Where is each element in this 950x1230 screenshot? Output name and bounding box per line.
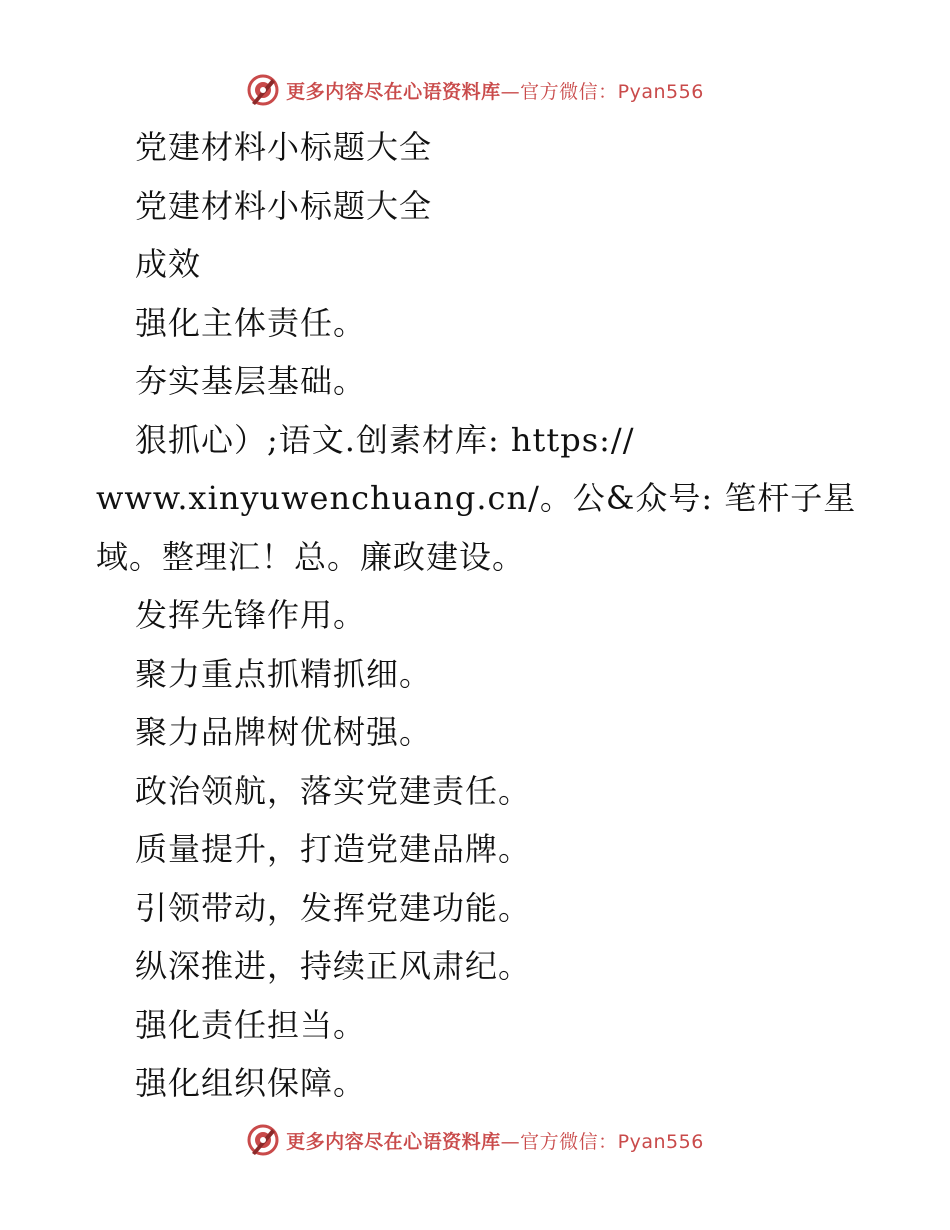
pen-logo-icon <box>246 73 280 107</box>
text-line: 强化主体责任。 <box>135 303 367 342</box>
text-line: 发挥先锋作用。 <box>135 596 367 634</box>
text-line: 域。整理汇！总。廉政建设。 <box>96 537 526 576</box>
text-line: www.xinyuwenchuang.cn/。公&众号: 笔杆子星 <box>96 479 857 517</box>
text-line: 政治领航，落实党建责任。 <box>135 771 532 810</box>
footer-wechat-text: —官方微信：Pyan556 <box>500 1130 704 1153</box>
text-line: 纵深推进，持续正风肃纪。 <box>135 947 532 985</box>
text-line: 成效 <box>135 245 202 283</box>
text-line: 党建材料小标题大全 <box>135 186 433 225</box>
text-line: 强化组织保障。 <box>135 1064 367 1102</box>
footer-site-text: 更多内容尽在心语资料库 <box>286 1130 501 1153</box>
text-line: 引领带动，发挥党建功能。 <box>135 888 532 927</box>
document-body <box>96 118 856 1113</box>
header-site-text: 更多内容尽在心语资料库 <box>286 80 501 103</box>
text-line: 强化责任担当。 <box>135 1005 367 1044</box>
pen-logo-icon <box>246 1123 280 1157</box>
header-wechat-text: —官方微信：Pyan556 <box>500 80 704 103</box>
footer-banner <box>0 1120 950 1160</box>
text-line: 聚力重点抓精抓细。 <box>135 654 433 693</box>
text-line: 党建材料小标题大全 <box>135 128 433 166</box>
text-line: 质量提升，打造党建品牌。 <box>135 830 532 868</box>
header-banner <box>0 70 950 110</box>
text-line: 夯实基层基础。 <box>135 362 367 400</box>
text-line: 聚力品牌树优树强。 <box>135 713 433 751</box>
text-line: 狠抓心）;语文.创素材库: https:// <box>135 420 635 459</box>
